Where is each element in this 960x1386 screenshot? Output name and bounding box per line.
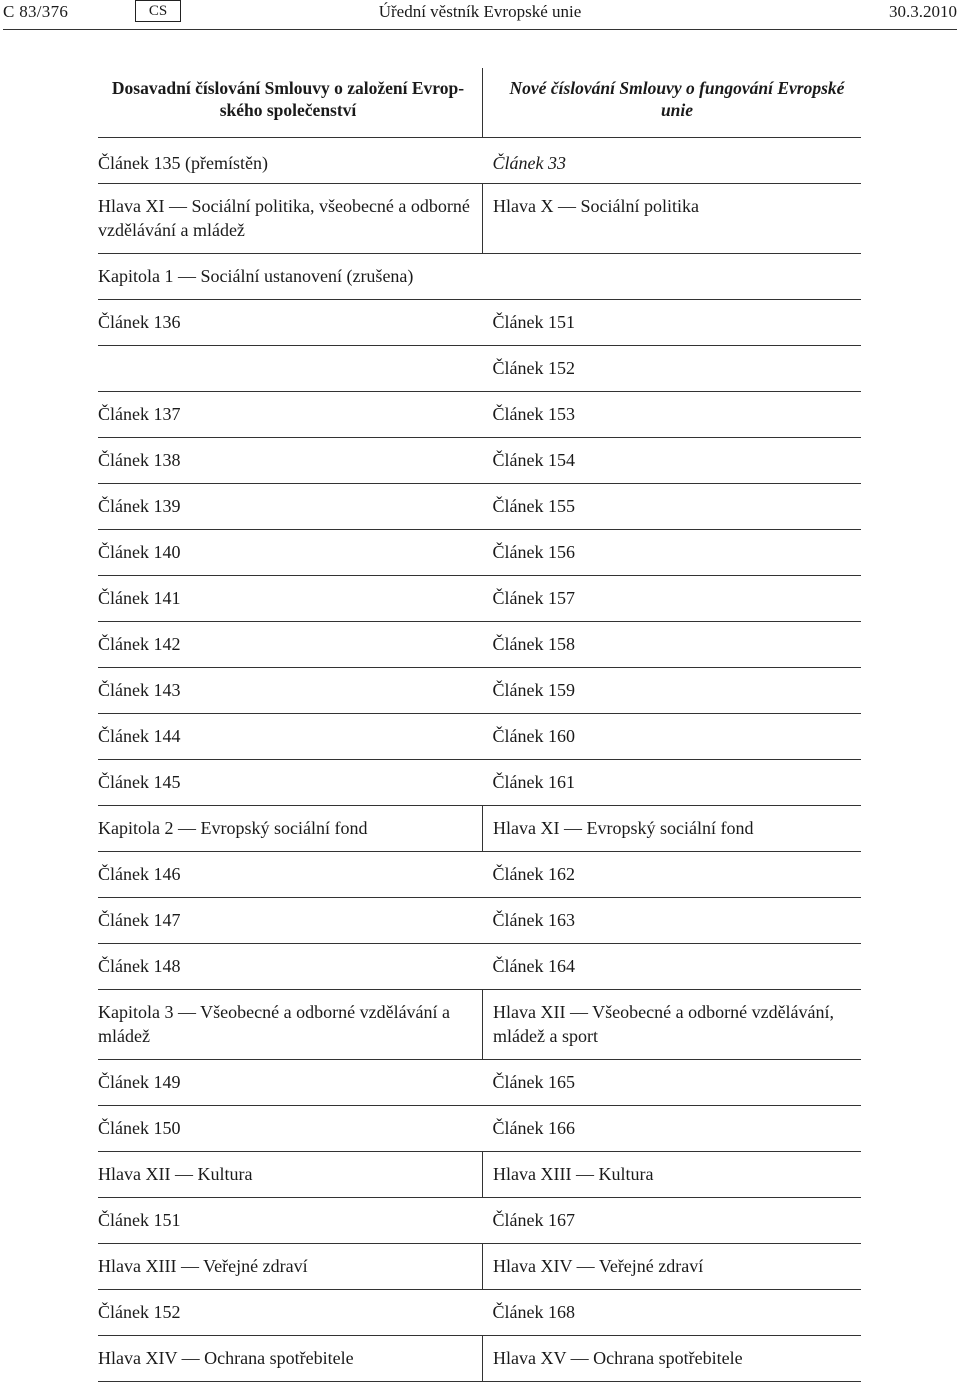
old-number-cell: Hlava XI — Sociální politika, všeobecné a odborné vzdělávání a mládež (98, 184, 483, 254)
new-number-cell: Článek 156 (483, 530, 862, 576)
table-row (98, 346, 861, 392)
new-number-cell: Hlava XV — Ochrana spotřebitele (483, 1336, 862, 1382)
old-number-cell (98, 346, 483, 392)
new-number-cell: Článek 155 (483, 484, 862, 530)
correlation-table (98, 68, 861, 1382)
new-number-cell: Článek 157 (483, 576, 862, 622)
old-number-cell: Článek 136 (98, 300, 483, 346)
table-row (98, 806, 861, 852)
new-number-cell: Článek 160 (483, 714, 862, 760)
table-row (98, 1336, 861, 1382)
language-badge: CS (135, 0, 181, 22)
table-row (98, 990, 861, 1060)
table-row (98, 1060, 861, 1106)
table-row (98, 254, 861, 300)
column-header-new-line-1: Nové číslování Smlouvy o fungování Evropské (509, 78, 845, 98)
old-number-cell: Kapitola 3 — Všeobecné a odborné vzdělávání a mládež (98, 990, 483, 1060)
old-number-cell: Článek 135 (přemístěn) (98, 138, 483, 184)
header-rule (3, 29, 957, 30)
new-number-cell: Hlava XII — Všeobecné a odborné vzdělávání, mládež a sport (483, 990, 862, 1060)
new-number-cell: Článek 154 (483, 438, 862, 484)
table-row (98, 138, 861, 184)
new-number-cell: Článek 168 (483, 1290, 862, 1336)
new-number-cell: Hlava XI — Evropský sociální fond (483, 806, 862, 852)
old-number-cell: Článek 150 (98, 1106, 483, 1152)
new-number-cell: Článek 167 (483, 1198, 862, 1244)
column-header-old-line-2: ského společenství (219, 100, 357, 120)
column-header-new-numbering (483, 68, 862, 138)
publication-date: 30.3.2010 (889, 2, 957, 21)
old-number-cell: Článek 151 (98, 1198, 483, 1244)
new-number-cell: Hlava XIV — Veřejné zdraví (483, 1244, 862, 1290)
old-number-cell: Článek 145 (98, 760, 483, 806)
table-body (98, 138, 861, 1382)
old-number-cell: Článek 152 (98, 1290, 483, 1336)
old-number-cell: Článek 139 (98, 484, 483, 530)
new-number-cell: Článek 161 (483, 760, 862, 806)
table-row (98, 530, 861, 576)
new-number-cell: Článek 166 (483, 1106, 862, 1152)
table-row (98, 1198, 861, 1244)
table-row (98, 622, 861, 668)
old-number-cell: Hlava XIV — Ochrana spotřebitele (98, 1336, 483, 1382)
new-number-cell: Článek 164 (483, 944, 862, 990)
table-row (98, 852, 861, 898)
new-number-cell: Článek 158 (483, 622, 862, 668)
table-row (98, 576, 861, 622)
old-number-cell: Článek 140 (98, 530, 483, 576)
old-number-cell: Článek 147 (98, 898, 483, 944)
old-number-cell: Článek 138 (98, 438, 483, 484)
new-number-cell: Článek 159 (483, 668, 862, 714)
new-number-cell: Článek 33 (483, 138, 862, 184)
table-row (98, 1244, 861, 1290)
old-number-cell: Článek 144 (98, 714, 483, 760)
table-row (98, 438, 861, 484)
table-row (98, 714, 861, 760)
new-number-cell (483, 254, 862, 300)
page-header (0, 0, 960, 26)
new-number-cell: Hlava X — Sociální politika (483, 184, 862, 254)
page-reference: C 83/376 (3, 2, 69, 21)
table-row (98, 484, 861, 530)
old-number-cell: Kapitola 2 — Evropský sociální fond (98, 806, 483, 852)
table-row (98, 184, 861, 254)
new-number-cell: Článek 151 (483, 300, 862, 346)
old-number-cell: Článek 143 (98, 668, 483, 714)
new-number-cell: Hlava XIII — Kultura (483, 1152, 862, 1198)
old-number-cell: Článek 141 (98, 576, 483, 622)
column-header-old-numbering (98, 68, 483, 138)
table-row (98, 1152, 861, 1198)
old-number-cell: Kapitola 1 — Sociální ustanovení (zrušena) (98, 254, 483, 300)
table-header-row (98, 68, 861, 138)
table-row (98, 944, 861, 990)
new-number-cell: Článek 165 (483, 1060, 862, 1106)
old-number-cell: Hlava XII — Kultura (98, 1152, 483, 1198)
table-row (98, 1106, 861, 1152)
table-row (98, 300, 861, 346)
old-number-cell: Článek 142 (98, 622, 483, 668)
old-number-cell: Článek 148 (98, 944, 483, 990)
table-row (98, 898, 861, 944)
column-header-old-line-1: Dosavadní číslování Smlouvy o založení Evrop- (111, 78, 465, 98)
new-number-cell: Článek 163 (483, 898, 862, 944)
new-number-cell: Článek 152 (483, 346, 862, 392)
new-number-cell: Článek 153 (483, 392, 862, 438)
table-row (98, 668, 861, 714)
new-number-cell: Článek 162 (483, 852, 862, 898)
old-number-cell: Článek 137 (98, 392, 483, 438)
old-number-cell: Článek 149 (98, 1060, 483, 1106)
table-row (98, 1290, 861, 1336)
journal-title: Úřední věstník Evropské unie (378, 2, 582, 21)
old-number-cell: Článek 146 (98, 852, 483, 898)
old-number-cell: Hlava XIII — Veřejné zdraví (98, 1244, 483, 1290)
column-header-new-line-2: unie (660, 100, 694, 120)
table-row (98, 760, 861, 806)
table-row (98, 392, 861, 438)
